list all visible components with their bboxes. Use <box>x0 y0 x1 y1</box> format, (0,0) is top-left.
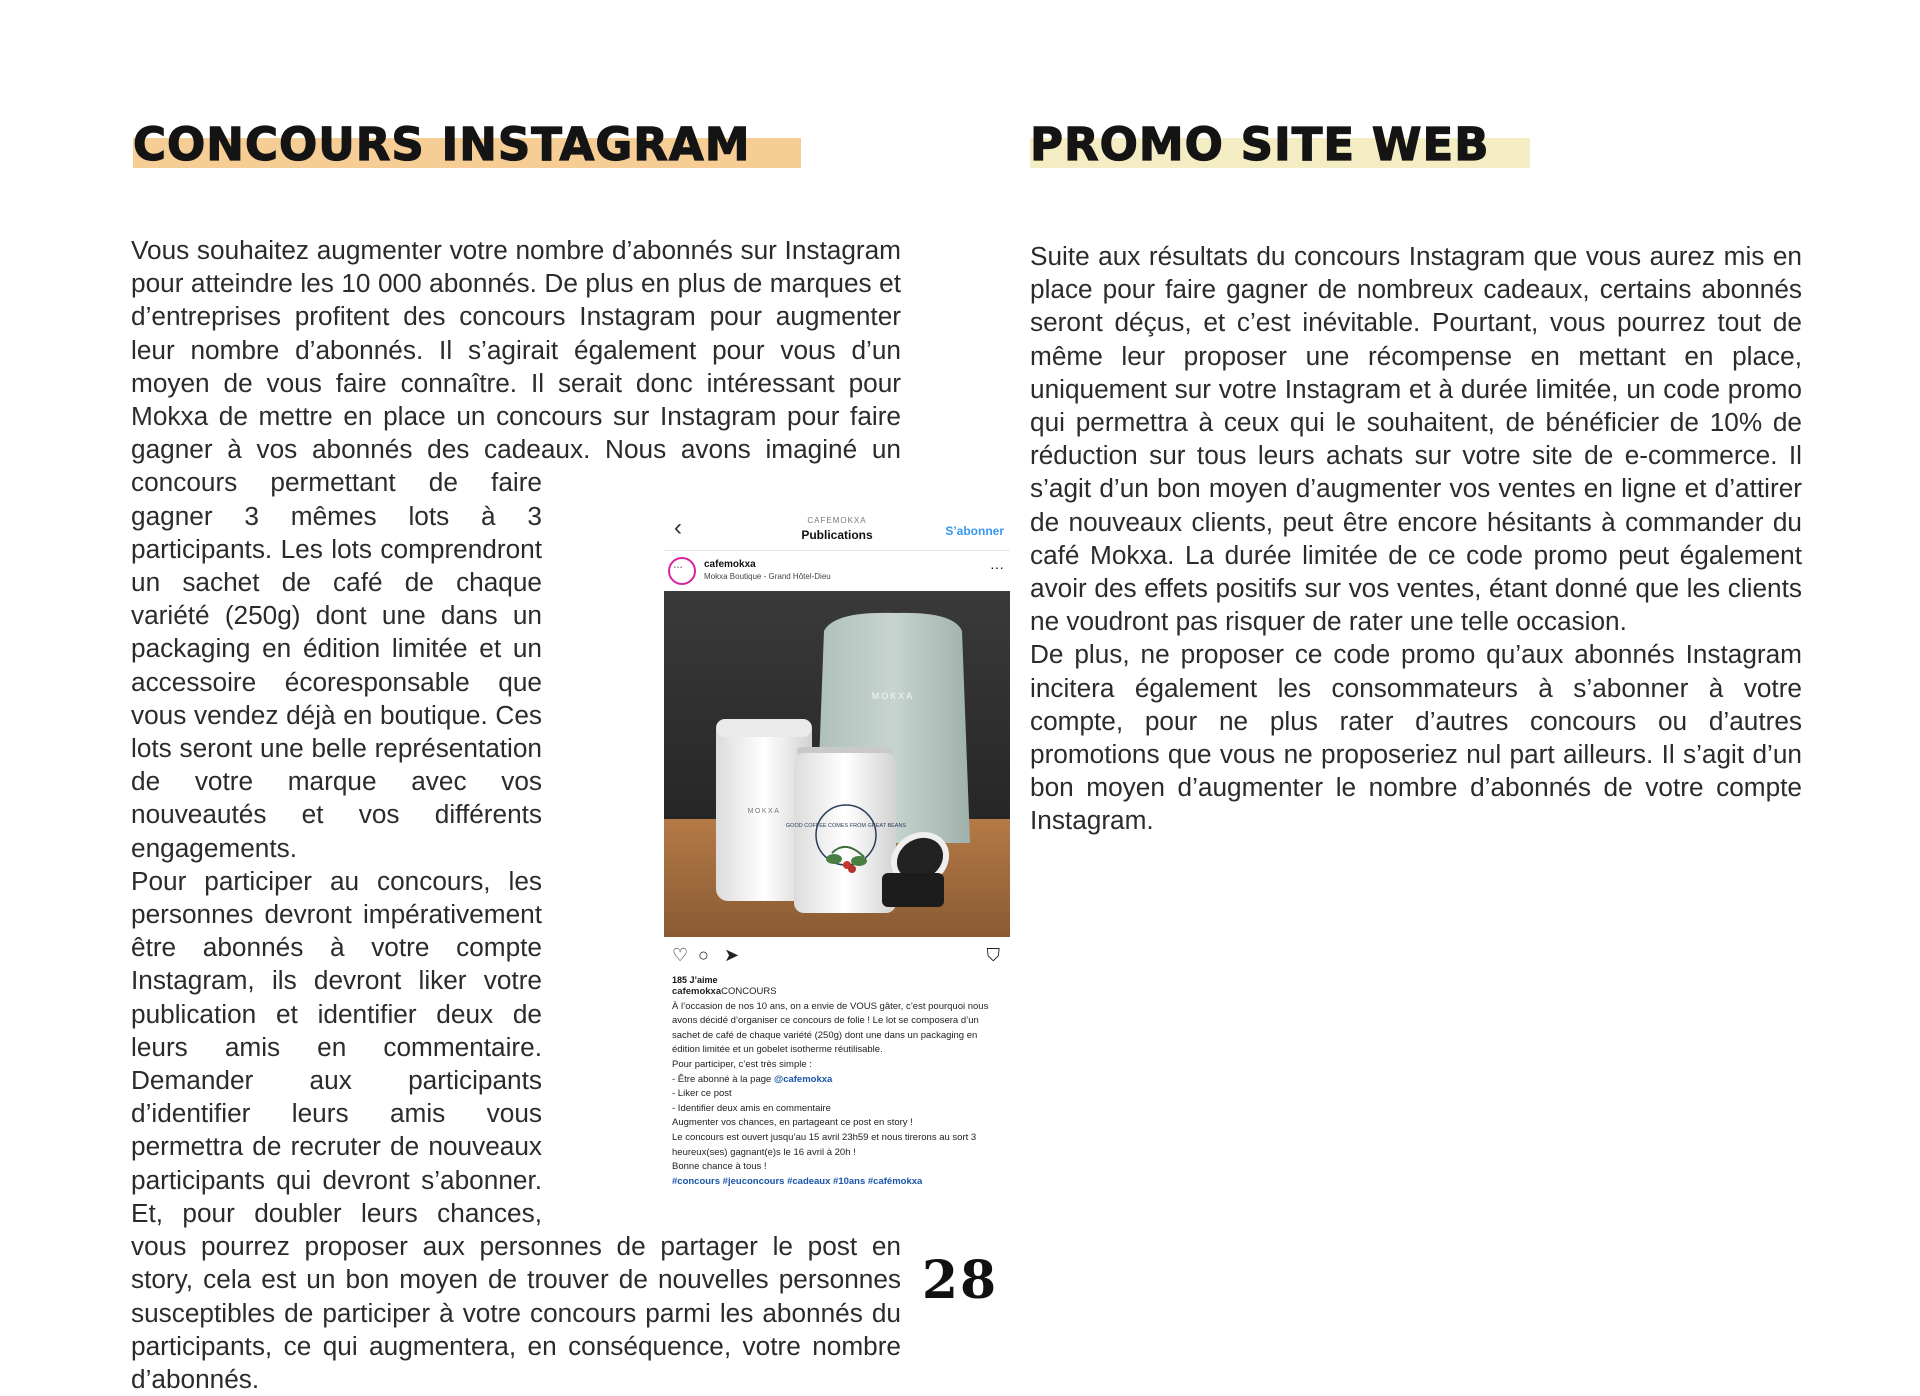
paragraph: Pour participer au concours, les personnes devront impérativement être abonnés à votre compte Instagram, ils devront liker votre publication et identifier deux de leurs amis en commentaire. Demander aux participants d’identifier leurs amis vous permettra de recruter de nouveaux participants qui devront s’abonner. Et, pour doubler leurs chances, vous pourrez proposer aux personnes de partager le post en story, cela est un bon moyen de trouver de nouvelles personnes susceptibles de participer à votre concours parmi les abonnés du participants, ce qui augmentera, en conséquence, votre nombre d’abonnés. <box>131 865 901 1394</box>
paragraph: Suite aux résultats du concours Instagram que vous aurez mis en place pour faire gagner de nombreux cadeaux, certains abonnés seront déçus, et c’est inévitable. Pourtant, vous pourrez tout de même leur proposer une récompense en mettant en place, uniquement sur votre Instagram et à durée limitée, un code promo qui permettra à ceux qui le souhaitent, de bénéficier de 10% de réduction sur tous leurs achats sur votre site de e-commerce. Il s’agit d’un bon moyen d’augmenter vos ventes en ligne et d’attirer de nouveaux clients, peut être encore hésitants à commander du café Mokxa. La durée limitée de ce code promo peut également avoir des effets positifs sur vos ventes, étant donné que les clients ne voudront pas risquer de rater une telle occasion. <box>1030 241 1802 637</box>
bookmark-icon: ⛉ <box>986 945 1000 965</box>
post-caption <box>664 985 1010 1189</box>
section-heading-website-promo: PROMO SITE WEB <box>1030 118 1490 171</box>
heart-icon: ♡ <box>672 945 689 965</box>
instagram-location: Mokxa Boutique - Grand Hôtel-Dieu <box>704 572 831 581</box>
instagram-actions <box>664 937 1010 973</box>
page-number: 28 <box>921 1250 999 1311</box>
caption-rule: - Liker ce post <box>672 1088 732 1100</box>
more-options-icon: ··· <box>990 559 1004 575</box>
product-photo <box>664 591 1010 937</box>
mug-slogan: GOOD COFFEE COMES FROM GREAT BEANS <box>785 823 907 829</box>
caption-username: cafemokxa <box>672 986 722 997</box>
right-column-text <box>1030 240 1802 838</box>
cup-label: MOKXA <box>747 808 781 815</box>
instagram-page-title: Publications <box>801 528 873 542</box>
avatar <box>668 557 696 585</box>
follow-link: S’abonner <box>945 524 1004 538</box>
caption-hashtags: #concours #jeuconcours #cadeaux #10ans #cafémokxa <box>672 1175 923 1187</box>
caption-line: Bonne chance à tous ! <box>672 1161 767 1173</box>
bag-label: MOKXA <box>871 691 915 701</box>
caption-mention: @cafemokxa <box>773 1073 833 1085</box>
caption-line: Le concours est ouvert jusqu’au 15 avril 23h59 et nous tirerons au sort 3 heureux(ses) gagnant(e)s le 16 avril à 20h ! <box>672 1131 977 1158</box>
paragraph: De plus, ne proposer ce code promo qu’aux abonnés Instagram incitera également les consommateurs à s’abonner à votre compte, pour ne plus rater d’autres concours ou d’autres promotions que vous ne proposeriez nul part ailleurs. Il s’agit d’un bon moyen d’augmenter le nombre d’abonnés de votre compte Instagram. <box>1030 639 1802 836</box>
instagram-header <box>664 506 1010 551</box>
caption-line: Pour participer, c’est très simple : <box>672 1058 812 1070</box>
paragraph: Vous souhaitez augmenter votre nombre d’abonnés sur Instagram pour atteindre les 10 000 abonnés. De plus en plus de marques et d’entreprises profitent des concours Instagram pour augmenter leur nombre d’abonnés. Il s’agirait également pour vous d’un moyen de vous faire connaître. Il serait donc intéressant pour Mokxa de mettre en place un concours sur Instagram pour faire gagner à vos abonnés des cadeaux. Nous avons imaginé un concours permettant de faire gagner 3 mêmes lots à 3 participants. Les lots comprendront un sachet de café de chaque variété (250g) dont une dans un packaging en édition limitée et un accessoire écoresponsable que vous vendez déjà en boutique. Ces lots seront une belle représentation de votre marque avec vos nouveautés et vos différents engagements. <box>131 235 901 863</box>
caption-rule: - Être abonné à la page <box>672 1073 774 1085</box>
likes-count: 185 J’aime <box>672 975 718 985</box>
back-chevron-icon: ‹ <box>674 514 682 541</box>
instagram-post-screenshot <box>664 506 1010 1206</box>
caption-title: CONCOURS <box>721 986 777 997</box>
caption-rule: - Identifier deux amis en commentaire <box>672 1102 831 1114</box>
instagram-user-row <box>664 551 1010 591</box>
caption-line: Augmenter vos chances, en partageant ce post en story ! <box>672 1117 913 1129</box>
instagram-account-caps: CAFEMOKXA <box>807 516 867 525</box>
send-icon: ➤ <box>724 945 740 965</box>
product-photo-illustration <box>664 591 1010 937</box>
section-heading-instagram-contest: CONCOURS INSTAGRAM <box>133 118 751 171</box>
instagram-username: cafemokxa <box>704 559 756 570</box>
caption-line: À l’occasion de nos 10 ans, on a envie de VOUS gâter, c’est pourquoi nous avons décidé d’organiser ce concours de folie ! Le lot se composera d’un sachet de café de chaque variété (250g) dont une dans un packaging en édition limitée et un gobelet isotherme réutilisable. <box>672 1000 989 1056</box>
comment-icon: ○ <box>698 945 709 965</box>
